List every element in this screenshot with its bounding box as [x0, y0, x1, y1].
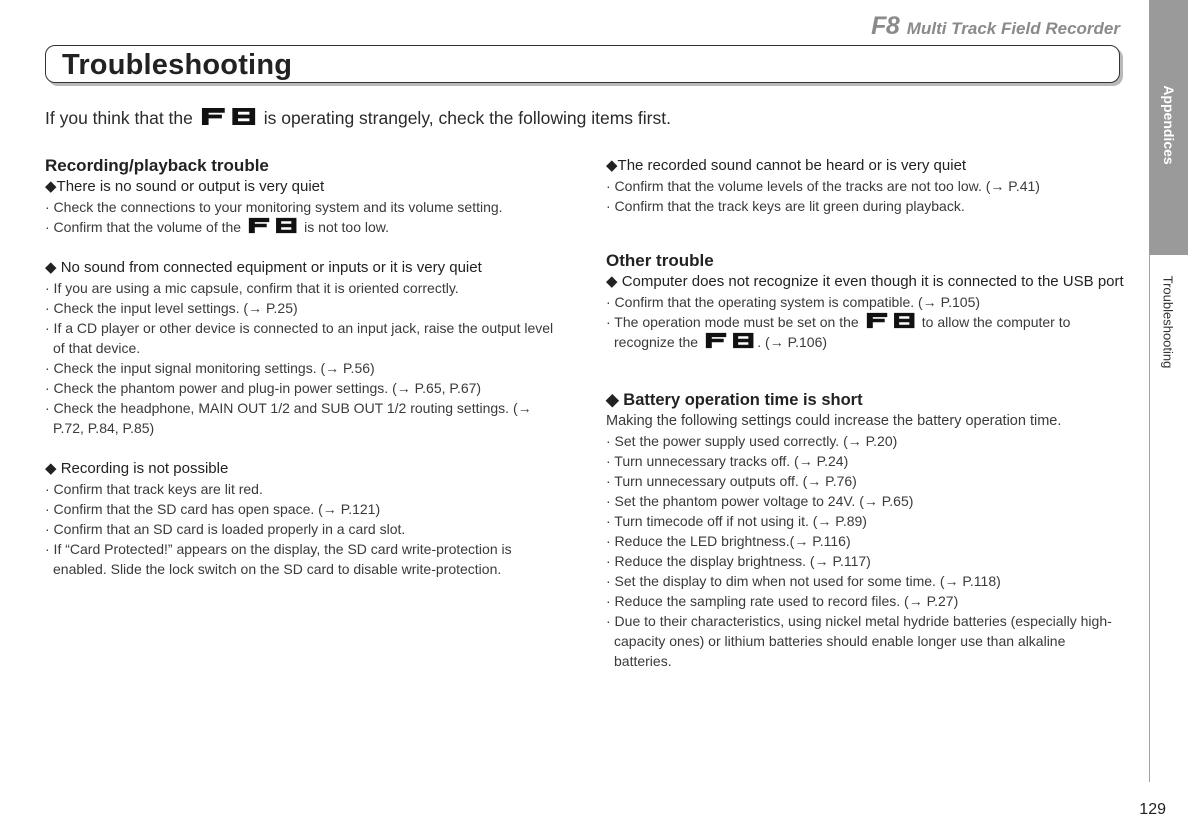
topic-no-sound-equipment: ◆ No sound from connected equipment or inputs or it is very quiet: [45, 259, 482, 276]
list-item: [606, 312, 1126, 352]
list-item: · Confirm that the volume levels of the tracks are not too low. (→ P.41): [606, 178, 1040, 194]
list-item: · If “Card Protected!” appears on the display, the SD card write-protection is enabled. Slide the lock switch on the SD card to disable write-protection.: [45, 541, 512, 577]
list-item: · Check the phantom power and plug-in power settings. (→ P.65, P.67): [45, 380, 482, 396]
item-text: · The operation mode must be set on the: [606, 314, 859, 330]
list-item: · Set the display to dim when not used for some time. (→ P.118): [606, 573, 1001, 589]
list-item: · If you are using a mic capsule, confirm that it is oriented correctly.: [45, 280, 459, 296]
intro-before: If you think that the: [45, 108, 193, 128]
header-subtitle: Multi Track Field Recorder: [906, 19, 1120, 38]
sidebar-tab-appendices-label: Appendices: [1160, 85, 1177, 165]
left-column: [45, 155, 555, 579]
topic-computer-usb: ◆ Computer does not recognize it even though it is connected to the USB port: [606, 273, 1124, 290]
list-item: · If a CD player or other device is connected to an input jack, raise the output level of that device.: [45, 320, 554, 356]
item-text: is not too low.: [304, 219, 389, 235]
list-item: · Confirm that the operating system is compatible. (→ P.105): [606, 294, 981, 310]
f8-logo-icon: [201, 107, 256, 126]
topic-battery-time: ◆ Battery operation time is short: [606, 391, 863, 409]
list-item: · Turn unnecessary tracks off. (→ P.24): [606, 453, 849, 469]
sidebar: [1149, 0, 1188, 837]
page-number: 129: [1139, 801, 1166, 818]
title-bar: [45, 45, 1120, 83]
sidebar-divider: [1149, 255, 1150, 782]
list-item: · Reduce the sampling rate used to record files. (→ P.27): [606, 593, 959, 609]
list-item: · Due to their characteristics, using nickel metal hydride batteries (especially high-capacity ones) or lithium batteries should enable longer use than alkaline batteries.: [606, 613, 1112, 669]
list-item: · Confirm that an SD card is loaded properly in a card slot.: [45, 521, 406, 537]
sidebar-tab-troubleshooting[interactable]: Troubleshooting: [1160, 275, 1176, 369]
topic-recording-not-possible: ◆ Recording is not possible: [45, 460, 229, 477]
list-item: · Set the phantom power voltage to 24V. (→ P.65): [606, 493, 914, 509]
list-item: · Confirm that the SD card has open space. (→ P.121): [45, 501, 381, 517]
page-title: Troubleshooting: [62, 49, 293, 81]
list-item: · Turn unnecessary outputs off. (→ P.76): [606, 473, 857, 489]
list-item: · Set the power supply used correctly. (→ P.20): [606, 433, 898, 449]
list-item: [45, 217, 555, 237]
section-title-recording: Recording/playback trouble: [45, 156, 269, 175]
list-item: · Check the input signal monitoring settings. (→ P.56): [45, 360, 375, 376]
topic-no-sound: ◆There is no sound or output is very quiet: [45, 178, 325, 195]
list-item: · Check the input level settings. (→ P.25): [45, 300, 298, 316]
list-item: · Reduce the display brightness. (→ P.117): [606, 553, 871, 569]
item-text: to allow the computer to recognize the: [614, 314, 1071, 350]
list-item: · Confirm that the track keys are lit green during playback.: [606, 198, 965, 214]
intro-after: is operating strangely, check the following items first.: [263, 108, 671, 128]
list-item: · Confirm that track keys are lit red.: [45, 481, 263, 497]
right-column: [606, 155, 1126, 671]
f8-logo-icon: [248, 217, 297, 234]
header-model: F8: [871, 12, 900, 40]
intro-text: [45, 107, 671, 129]
list-item: · Check the headphone, MAIN OUT 1/2 and SUB OUT 1/2 routing settings. (→ P.72, P.84, P.85): [45, 400, 532, 436]
sidebar-tab-appendices[interactable]: [1149, 0, 1188, 255]
f8-logo-icon: [705, 332, 754, 349]
list-item: · Check the connections to your monitoring system and its volume setting.: [45, 199, 503, 215]
header-product-name: [871, 12, 1120, 41]
f8-logo-icon: [866, 312, 915, 329]
battery-intro: Making the following settings could increase the battery operation time.: [606, 413, 1062, 429]
topic-recorded-sound: ◆The recorded sound cannot be heard or is very quiet: [606, 157, 967, 174]
item-text: · Confirm that the volume of the: [45, 219, 242, 235]
section-title-other: Other trouble: [606, 251, 714, 270]
list-item: · Turn timecode off if not using it. (→ P.89): [606, 513, 867, 529]
item-text: . (→ P.106): [757, 334, 828, 350]
list-item: · Reduce the LED brightness.(→ P.116): [606, 533, 851, 549]
